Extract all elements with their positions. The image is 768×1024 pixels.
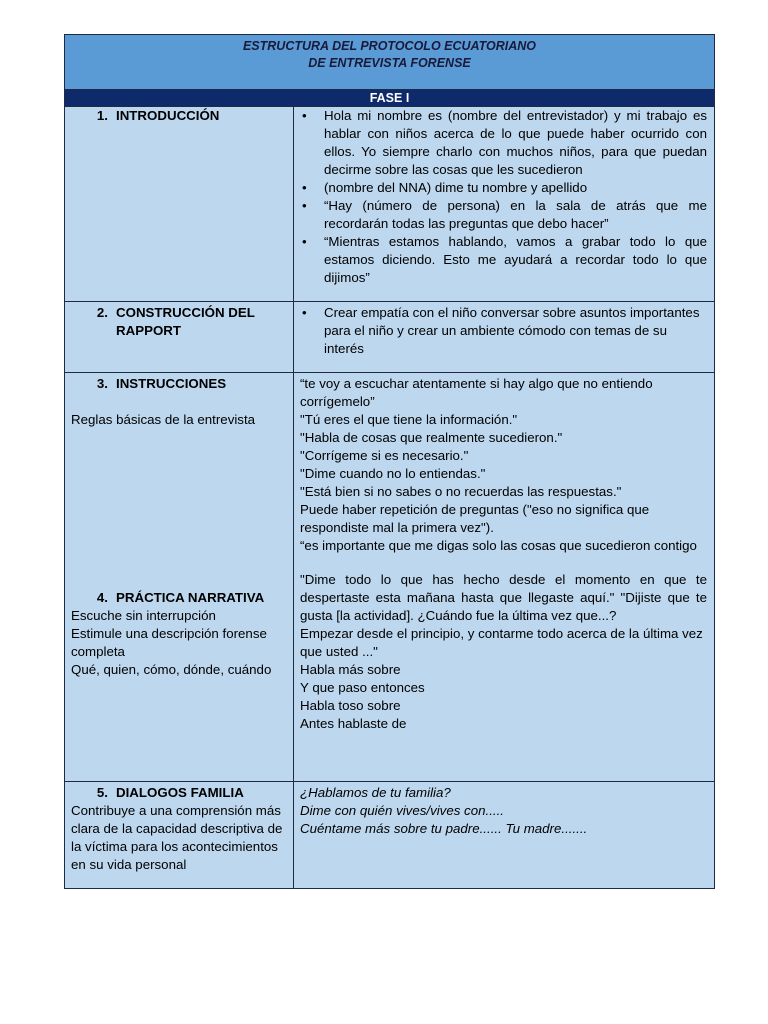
bullet-icon: • [302, 108, 307, 123]
section-subtext-line: Estimule una descripción forense completa [71, 626, 267, 659]
content-line: Cuéntame más sobre tu padre...... Tu madre....... [300, 821, 588, 836]
list-item: • “Mientras estamos hablando, vamos a grabar todo lo que estamos diciendo. Esto me ayudará a recordar todo lo que dijimos” [302, 234, 708, 285]
bullet-icon: • [302, 305, 307, 320]
content-line: Y que paso entonces [300, 680, 425, 695]
section-number: 4. [96, 590, 108, 605]
content-line: ¿Hablamos de tu familia? [300, 785, 451, 800]
section-content-cell [294, 302, 715, 373]
content-line: Empezar desde el principio, y contarme todo acerca de la última vez que usted ..." [300, 626, 703, 659]
section-subtext: Reglas básicas de la entrevista [71, 412, 256, 427]
section-heading [71, 375, 287, 393]
content-line: Habla toso sobre [300, 698, 401, 713]
bullet-icon: • [302, 180, 307, 195]
section-title: INSTRUCCIONES [116, 376, 227, 391]
section-heading [71, 304, 287, 340]
section-content-cell [294, 373, 715, 782]
section-rapport [65, 302, 715, 373]
bullet-list [300, 107, 707, 287]
content-line: “es importante que me digas solo las cosas que sucedieron contigo [300, 538, 697, 553]
section-subtext: Contribuye a una comprensión más clara de la capacidad descriptiva de la víctima para los acontecimientos en su vida personal [71, 803, 283, 872]
list-item: • “Hay (número de persona) en la sala de atrás que me recordarán todas las preguntas que debo hacer” [302, 198, 708, 231]
content-line: "Tú eres el que tiene la información." [300, 412, 518, 427]
section-subtext-line: Qué, quien, cómo, dónde, cuándo [71, 662, 272, 677]
bullet-list [300, 304, 707, 358]
title-line-2: DE ENTREVISTA FORENSE [308, 56, 471, 70]
section-number: 2. [96, 305, 108, 320]
list-item: • Hola mi nombre es (nombre del entrevistador) y mi trabajo es hablar con niños acerca de lo que puede haber ocurrido con ellos. Yo siempre charlo con muchos niños, para que puedan decirme sobre las cosas que les sucedieron [302, 108, 708, 177]
content-line: "Está bien si no sabes o no recuerdas las respuestas." [300, 484, 622, 499]
list-item: • (nombre del NNA) dime tu nombre y apellido [302, 180, 588, 195]
content-line: Habla más sobre [300, 662, 401, 677]
list-item: • Crear empatía con el niño conversar sobre asuntos importantes para el niño y crear un ambiente cómodo con temas de su interés [302, 305, 700, 356]
section-label-cell [65, 302, 294, 373]
section-label-cell [65, 373, 294, 782]
section-number: 1. [96, 108, 108, 123]
section-heading [71, 107, 287, 125]
section-instrucciones-practica [65, 373, 715, 782]
bullet-icon: • [302, 234, 307, 249]
section-number: 5. [96, 785, 108, 800]
section-introduccion [65, 107, 715, 302]
content-line: "Dime cuando no lo entiendas." [300, 466, 486, 481]
phase-header: FASE I [65, 90, 715, 107]
content-line: "Corrígeme si es necesario." [300, 448, 469, 463]
section-title-line-2: RAPPORT [116, 323, 182, 338]
title-line-1: ESTRUCTURA DEL PROTOCOLO ECUATORIANO [242, 39, 537, 53]
section-title: DIALOGOS FAMILIA [116, 785, 244, 800]
content-line: “te voy a escuchar atentamente si hay algo que no entiendo corrígemelo” [300, 376, 653, 409]
section-subtext-line: Escuche sin interrupción [71, 608, 216, 623]
section-dialogos-familia [65, 782, 715, 889]
section-number: 3. [96, 376, 108, 391]
section-heading [71, 589, 287, 607]
section-title-line-1: CONSTRUCCIÓN DEL [116, 305, 255, 320]
content-line: "Habla de cosas que realmente sucedieron." [300, 430, 563, 445]
content-line: "Dime todo lo que has hecho desde el momento en que te despertaste esta mañana hasta que llegaste aquí." "Dijiste que te gusta [la actividad]. ¿Cuándo fue la última vez que...? [300, 572, 708, 623]
table-title [65, 35, 715, 90]
section-label-cell [65, 782, 294, 889]
content-line: Antes hablaste de [300, 716, 407, 731]
section-content-cell [294, 782, 715, 889]
section-title: PRÁCTICA NARRATIVA [116, 590, 265, 605]
content-line: Dime con quién vives/vives con..... [300, 803, 504, 818]
section-content-cell [294, 107, 715, 302]
section-title: INTRODUCCIÓN [116, 108, 220, 123]
protocol-table [64, 34, 715, 889]
section-heading [71, 784, 287, 802]
content-line: Puede haber repetición de preguntas ("eso no significa que respondiste mal la primera vez"). [300, 502, 650, 535]
bullet-icon: • [302, 198, 307, 213]
section-label-cell [65, 107, 294, 302]
